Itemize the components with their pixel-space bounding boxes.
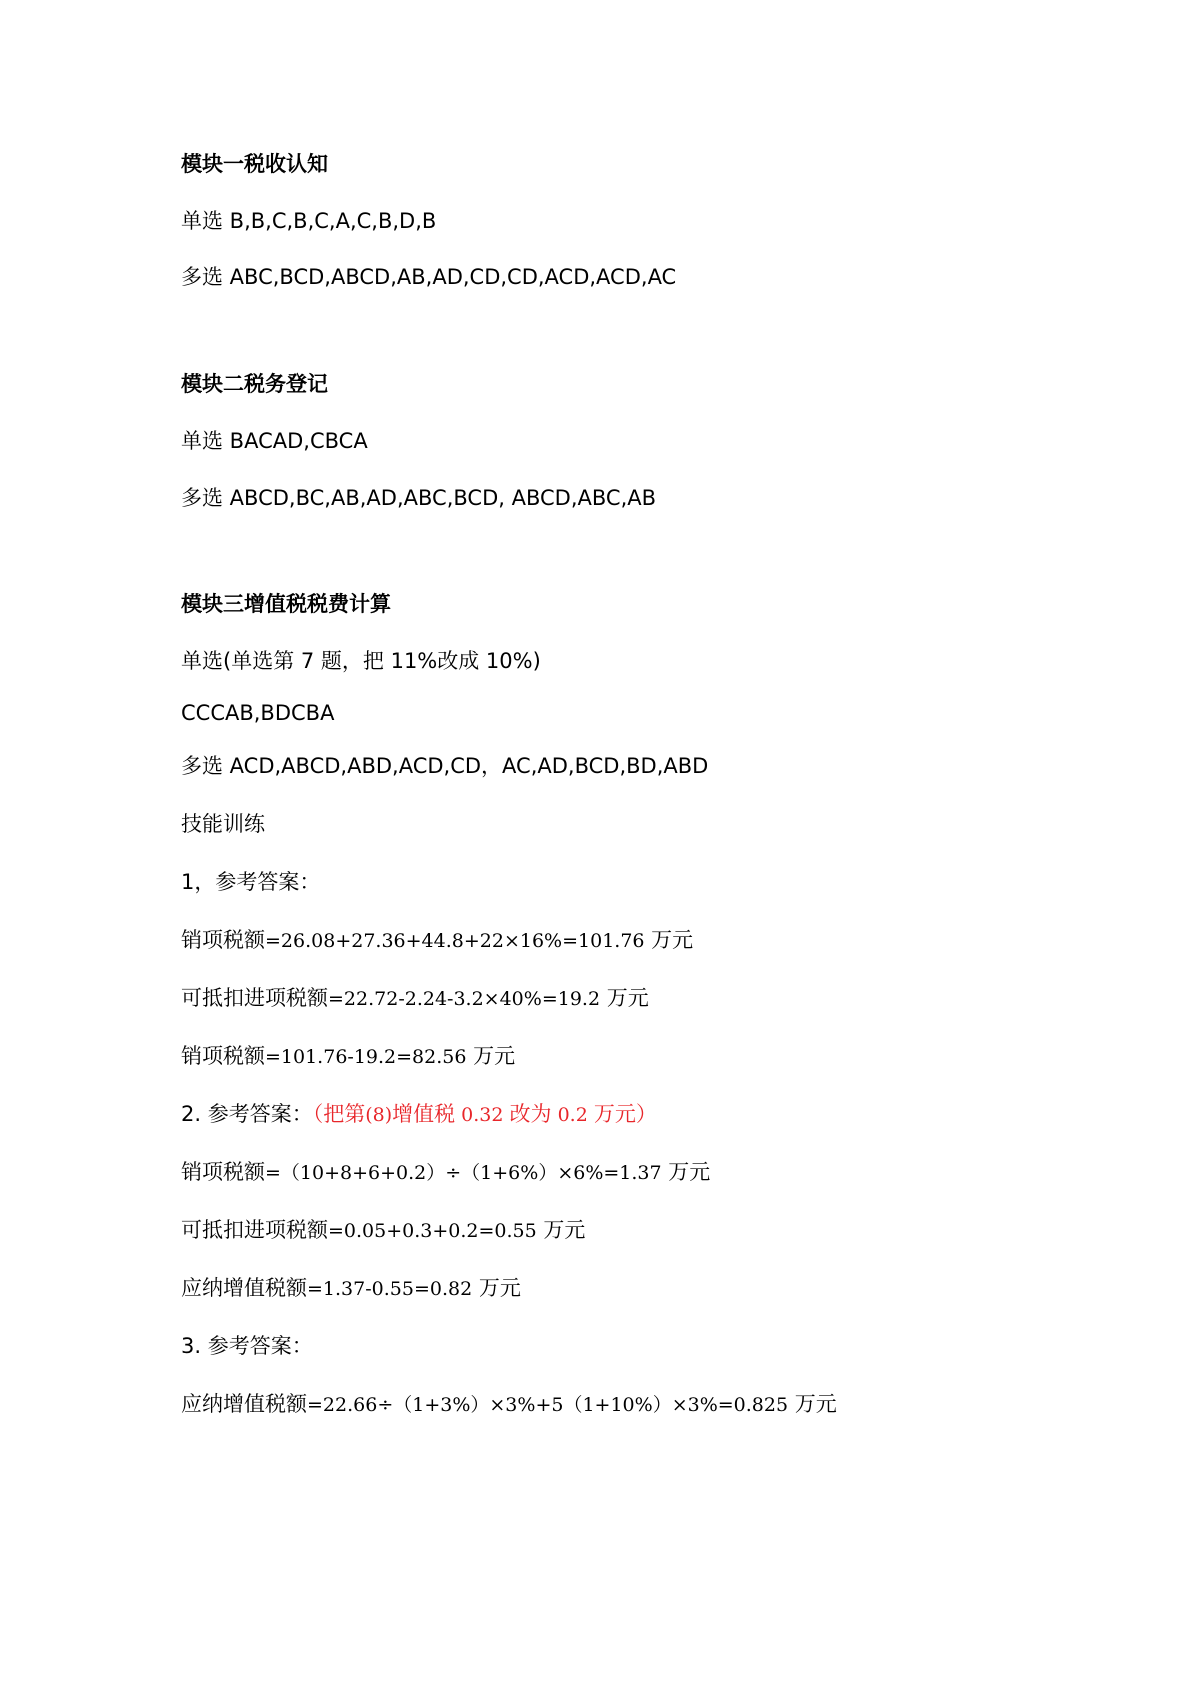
q3-line1 [181, 1390, 837, 1419]
q3-line1-label: 应纳增值税额 [181, 1392, 307, 1416]
module3-title: 模块三增值税税费计算 [181, 592, 391, 616]
q2-line3-formula: =1.37-0.55=0.82 [307, 1278, 473, 1300]
q2-line2-unit: 万元 [536, 1218, 586, 1242]
q2-line2-label: 可抵扣进项税额 [181, 1218, 328, 1242]
q2-note-item: (8) [365, 1104, 393, 1126]
q2-heading: 2. 参考答案： [181, 1102, 313, 1126]
q2-line2-formula: =0.05+0.3+0.2=0.55 [328, 1220, 537, 1242]
q2-line3-label: 应纳增值税额 [181, 1276, 307, 1300]
q1-line1 [181, 926, 693, 955]
q1-line2-formula: =22.72-2.24-3.2×40%=19.2 [328, 988, 601, 1010]
module3-single-note: 单选(单选第 7 题，把 11%改成 10%) [181, 649, 541, 673]
module2-multi-answers: 多选 ABCD,BC,AB,AD,ABC,BCD, ABCD,ABC,AB [181, 486, 657, 510]
q2-line1-formula: =（10+8+6+0.2）÷（1+6%）×6%=1.37 [265, 1162, 662, 1184]
q1-line1-formula: =26.08+27.36+44.8+22×16%=101.76 [265, 930, 645, 952]
q1-heading: 1，参考答案： [181, 870, 321, 894]
q1-line2-label: 可抵扣进项税额 [181, 986, 328, 1010]
q2-note-part: 改为 [509, 1102, 552, 1126]
q1-line3-formula: =101.76-19.2=82.56 [265, 1046, 467, 1068]
q2-line3 [181, 1274, 521, 1303]
q3-line1-formula: =22.66÷（1+3%）×3%+5（1+10%）×3%=0.825 [307, 1394, 789, 1416]
q1-line1-label: 销项税额 [181, 928, 265, 952]
q3-line1-unit: 万元 [788, 1392, 837, 1416]
q3-heading: 3. 参考答案： [181, 1334, 313, 1358]
module2-title: 模块二税务登记 [181, 372, 328, 396]
module3-multi-answers: 多选 ACD,ABCD,ABD,ACD,CD，AC,AD,BCD,BD,ABD [181, 754, 709, 778]
q2-line3-unit: 万元 [472, 1276, 521, 1300]
q1-line2 [181, 984, 649, 1013]
q2-line1-unit: 万元 [661, 1160, 711, 1184]
q2-note-old-value: 0.32 [455, 1104, 510, 1126]
q2-note-new-value: 0.2 [551, 1104, 594, 1126]
q2-note-part: 增值税 [392, 1102, 456, 1126]
module2-single-answers: 单选 BACAD,CBCA [181, 429, 368, 453]
q2-note-part: （把第 [312, 1102, 366, 1126]
q1-line2-unit: 万元 [600, 986, 649, 1010]
q1-line3-label: 销项税额 [181, 1044, 265, 1068]
q1-line3 [181, 1042, 515, 1071]
module3-single-answers: CCCAB,BDCBA [181, 701, 335, 725]
skills-training-heading: 技能训练 [181, 812, 265, 836]
q2-correction-note [313, 1102, 657, 1126]
q2-note-part: 万元） [593, 1102, 657, 1126]
q1-line1-unit: 万元 [644, 928, 694, 952]
q2-line2 [181, 1216, 585, 1245]
module1-title: 模块一税收认知 [181, 152, 328, 176]
q2-heading-line [181, 1100, 657, 1129]
q1-line3-unit: 万元 [466, 1044, 516, 1068]
module1-single-answers: 单选 B,B,C,B,C,A,C,B,D,B [181, 209, 437, 233]
q2-line1-label: 销项税额 [181, 1160, 265, 1184]
module1-multi-answers: 多选 ABC,BCD,ABCD,AB,AD,CD,CD,ACD,ACD,AC [181, 265, 677, 289]
q2-line1 [181, 1158, 710, 1187]
